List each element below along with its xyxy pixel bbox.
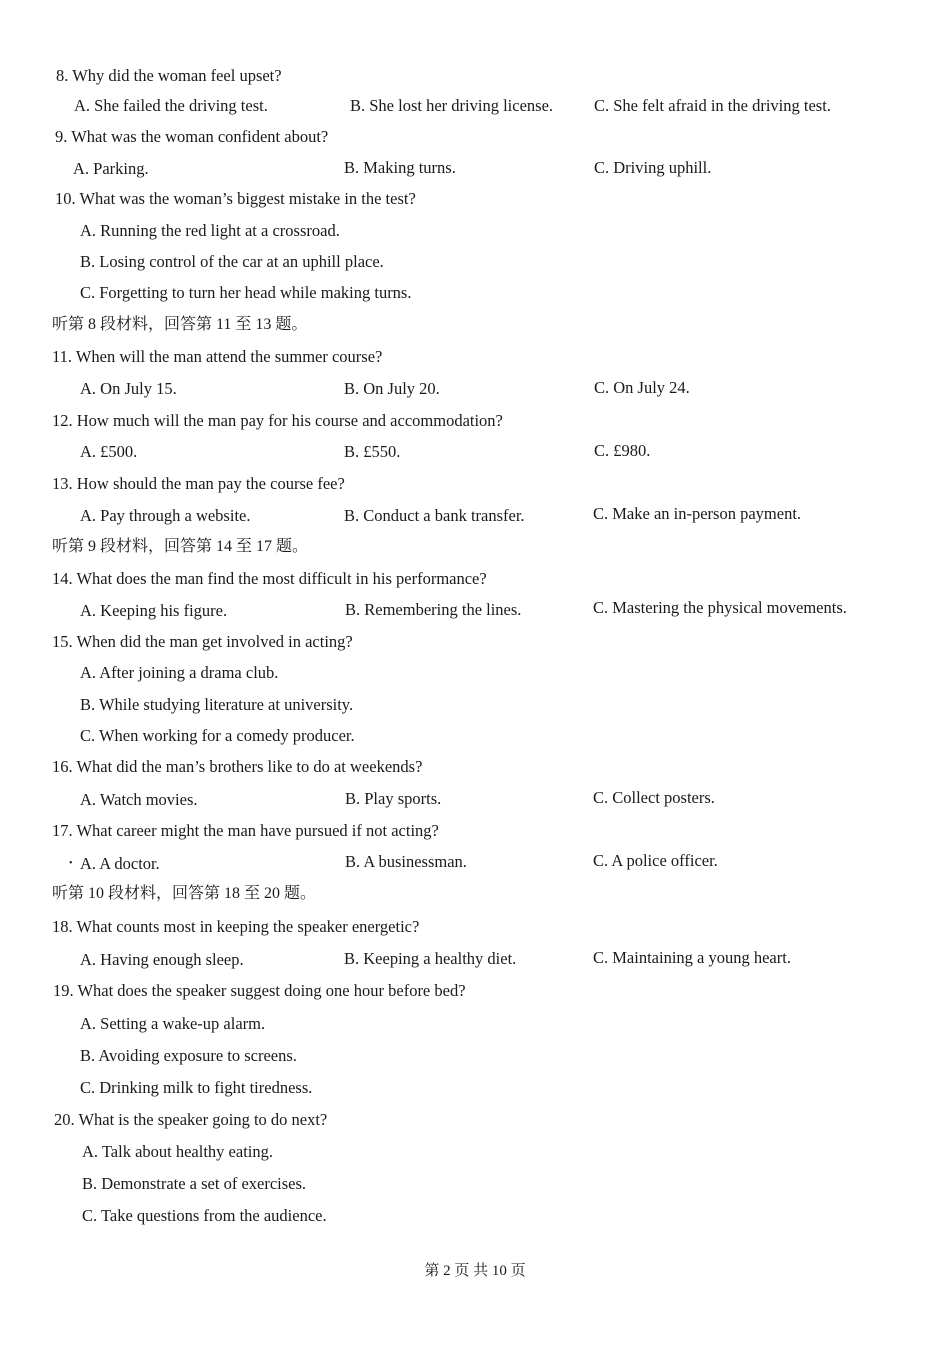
section-8-instruction: 听第 8 段材料，回答第 11 至 13 题。 [52, 316, 308, 333]
question-18-option-b: B. Keeping a healthy diet. [344, 949, 517, 968]
question-10-option-c: C. Forgetting to turn her head while making turns. [80, 283, 412, 302]
question-16-option-c: C. Collect posters. [593, 788, 715, 807]
page-number-footer: 第 2 页 共 10 页 [424, 1263, 526, 1279]
question-17-stem: 17. What career might the man have pursued if not acting? [52, 821, 439, 840]
question-14-option-b: B. Remembering the lines. [345, 600, 522, 619]
question-13-option-a: A. Pay through a website. [80, 506, 251, 525]
question-20-option-a: A. Talk about healthy eating. [82, 1142, 273, 1161]
question-20-option-c: C. Take questions from the audience. [82, 1206, 327, 1225]
question-17-option-b: B. A businessman. [345, 852, 467, 871]
question-15-option-a: A. After joining a drama club. [80, 663, 279, 682]
question-12-stem: 12. How much will the man pay for his course and accommodation? [52, 411, 503, 430]
question-19-option-c: C. Drinking milk to fight tiredness. [80, 1078, 313, 1097]
question-8-stem: 8. Why did the woman feel upset? [56, 66, 282, 85]
section-10-instruction: 听第 10 段材料，回答第 18 至 20 题。 [52, 885, 317, 902]
question-10-option-b: B. Losing control of the car at an uphill place. [80, 252, 384, 271]
question-8-option-b: B. She lost her driving license. [350, 96, 554, 115]
question-20-option-b: B. Demonstrate a set of exercises. [82, 1174, 307, 1193]
question-9-option-b: B. Making turns. [344, 158, 456, 177]
question-11-stem: 11. When will the man attend the summer course? [52, 347, 383, 366]
question-16-stem: 16. What did the man’s brothers like to do at weekends? [52, 757, 423, 776]
question-16-option-a: A. Watch movies. [80, 790, 198, 809]
question-14-option-a: A. Keeping his figure. [80, 601, 228, 620]
question-11-option-b: B. On July 20. [344, 379, 440, 398]
question-13-stem: 13. How should the man pay the course fee? [52, 474, 345, 493]
question-14-option-c: C. Mastering the physical movements. [593, 598, 847, 617]
question-12-option-b: B. £550. [344, 442, 401, 461]
question-10-stem: 10. What was the woman’s biggest mistake in the test? [55, 189, 416, 208]
question-17-option-a: A. A doctor. [80, 854, 160, 873]
question-8-option-a: A. She failed the driving test. [74, 96, 268, 115]
question-9-option-c: C. Driving uphill. [594, 158, 712, 177]
question-15-option-b: B. While studying literature at university. [80, 695, 354, 714]
question-9-option-a: A. Parking. [73, 159, 149, 178]
question-16-option-b: B. Play sports. [345, 789, 442, 808]
question-11-option-a: A. On July 15. [80, 379, 177, 398]
question-18-option-a: A. Having enough sleep. [80, 950, 244, 969]
question-13-option-b: B. Conduct a bank transfer. [344, 506, 525, 525]
question-19-option-b: B. Avoiding exposure to screens. [80, 1046, 297, 1065]
question-9-stem: 9. What was the woman confident about? [55, 127, 329, 146]
question-18-option-c: C. Maintaining a young heart. [593, 948, 791, 967]
question-18-stem: 18. What counts most in keeping the speaker energetic? [52, 917, 420, 936]
question-15-stem: 15. When did the man get involved in acting? [52, 632, 353, 651]
question-11-option-c: C. On July 24. [594, 378, 690, 397]
question-10-option-a: A. Running the red light at a crossroad. [80, 221, 340, 240]
question-15-option-c: C. When working for a comedy producer. [80, 726, 355, 745]
question-19-stem: 19. What does the speaker suggest doing one hour before bed? [53, 981, 466, 1000]
section-9-instruction: 听第 9 段材料，回答第 14 至 17 题。 [52, 538, 309, 555]
question-12-option-a: A. £500. [80, 442, 138, 461]
question-13-option-c: C. Make an in-person payment. [593, 504, 802, 523]
question-12-option-c: C. £980. [594, 441, 651, 460]
question-17-option-c: C. A police officer. [593, 851, 718, 870]
stray-dot-mark: • [69, 858, 73, 869]
question-19-option-a: A. Setting a wake-up alarm. [80, 1014, 266, 1033]
question-8-option-c: C. She felt afraid in the driving test. [594, 96, 831, 115]
question-20-stem: 20. What is the speaker going to do next? [54, 1110, 328, 1129]
question-14-stem: 14. What does the man find the most difficult in his performance? [52, 569, 487, 588]
